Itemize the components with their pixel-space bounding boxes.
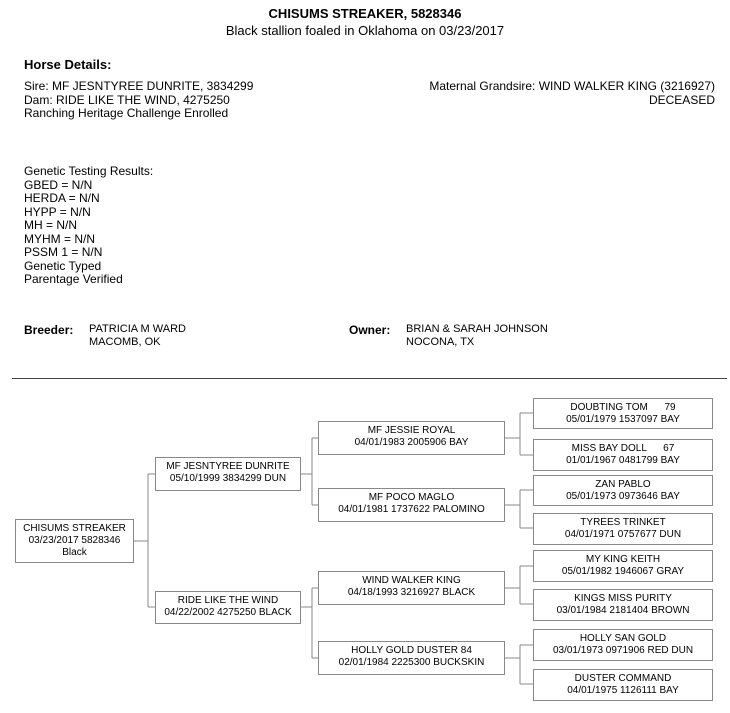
dsd-info: 03/01/1984 2181404 BROWN bbox=[556, 605, 690, 616]
sdd-name: TYREES TRINKET bbox=[580, 517, 666, 528]
subject-name: CHISUMS STREAKER bbox=[23, 523, 126, 534]
ss-info: 04/01/1983 2005906 BAY bbox=[354, 437, 469, 448]
pedigree-dam bbox=[155, 591, 301, 624]
sire-name: MF JESNTYREE DUNRITE bbox=[166, 461, 290, 472]
pedigree-sire bbox=[155, 457, 301, 491]
program-line: Ranching Heritage Challenge Enrolled bbox=[24, 106, 229, 120]
pedigree-ancestor bbox=[533, 513, 713, 545]
ddd-info: 04/01/1975 1126111 BAY bbox=[567, 685, 679, 696]
genetic-result: PSSM 1 = N/N bbox=[24, 245, 103, 259]
dds-info: 03/01/1973 0971906 RED DUN bbox=[552, 645, 694, 656]
pedigree-dam-sire bbox=[318, 571, 505, 605]
sds-info: 05/01/1973 0973646 BAY bbox=[566, 491, 680, 502]
horse-details-heading: Horse Details: bbox=[24, 57, 112, 72]
dd-info: 02/01/1984 2225300 BUCKSKIN bbox=[338, 657, 485, 668]
pedigree-subject bbox=[15, 519, 134, 563]
genetics-heading: Genetic Testing Results: bbox=[24, 164, 154, 178]
owner-name: BRIAN & SARAH JOHNSON bbox=[406, 323, 548, 335]
dsd-name: KINGS MISS PURITY bbox=[574, 593, 672, 604]
subject-color: Black bbox=[62, 547, 87, 558]
subject-info: 03/23/2017 5828346 bbox=[28, 535, 121, 546]
horse-subtitle: Black stallion foaled in Oklahoma on 03/23/2017 bbox=[225, 23, 505, 38]
sire-line: Sire: MF JESNTYREE DUNRITE, 3834299 bbox=[24, 79, 254, 93]
pedigree-ancestor bbox=[533, 589, 713, 621]
dam-name: RIDE LIKE THE WIND bbox=[177, 595, 279, 606]
pedigree-sire-dam bbox=[318, 488, 505, 522]
pedigree-ancestor bbox=[533, 629, 713, 661]
genetic-result: GBED = N/N bbox=[24, 177, 93, 192]
ddd-name: DUSTER COMMAND bbox=[574, 673, 672, 684]
owner-location: NOCONA, TX bbox=[406, 336, 475, 348]
sss-name: DOUBTING TOM 79 bbox=[570, 402, 676, 413]
dam-info: 04/22/2002 4275250 BLACK bbox=[164, 607, 292, 618]
parentage-verified: Parentage Verified bbox=[24, 272, 123, 286]
pedigree-sire-sire bbox=[318, 421, 505, 455]
sire-info: 05/10/1999 3834299 DUN bbox=[169, 473, 287, 484]
breeder-name: PATRICIA M WARD bbox=[89, 323, 186, 335]
dd-name: HOLLY GOLD DUSTER 84 bbox=[351, 645, 472, 656]
breeder-label: Breeder: bbox=[24, 323, 74, 337]
sss-info: 05/01/1979 1537097 BAY bbox=[566, 414, 680, 425]
pedigree-ancestor bbox=[533, 439, 713, 471]
dss-name: MY KING KEITH bbox=[585, 554, 661, 565]
ds-name: WIND WALKER KING bbox=[362, 575, 461, 586]
sd-name: MF POCO MAGLO bbox=[368, 492, 455, 503]
genetic-result: MYHM = N/N bbox=[24, 231, 96, 246]
pedigree-ancestor bbox=[533, 475, 713, 506]
dds-name: HOLLY SAN GOLD bbox=[579, 633, 667, 644]
sds-name: ZAN PABLO bbox=[595, 479, 651, 490]
genetic-result: HERDA = N/N bbox=[24, 191, 100, 205]
genetic-result: HYPP = N/N bbox=[24, 204, 91, 219]
dam-line: Dam: RIDE LIKE THE WIND, 4275250 bbox=[24, 92, 230, 107]
pedigree-ancestor bbox=[533, 669, 713, 701]
sdd-info: 04/01/1971 0757677 DUN bbox=[564, 529, 682, 540]
pedigree-dam-dam bbox=[318, 641, 505, 675]
horse-title: CHISUMS STREAKER, 5828346 bbox=[268, 6, 462, 21]
mgs-status: DECEASED bbox=[648, 92, 715, 107]
ss-name: MF JESSIE ROYAL bbox=[367, 425, 456, 436]
ds-info: 04/18/1993 3216927 BLACK bbox=[347, 587, 476, 598]
ssd-info: 01/01/1967 0481799 BAY bbox=[566, 455, 680, 466]
dss-info: 05/01/1982 1946067 GRAY bbox=[561, 566, 685, 577]
maternal-grandsire-line: Maternal Grandsire: WIND WALKER KING (3216927) bbox=[429, 79, 715, 93]
sd-info: 04/01/1981 1737622 PALOMINO bbox=[338, 504, 485, 515]
genetic-result: MH = N/N bbox=[24, 218, 78, 232]
breeder-location: MACOMB, OK bbox=[89, 336, 161, 348]
pedigree-ancestor bbox=[533, 550, 713, 582]
owner-label: Owner: bbox=[349, 323, 391, 337]
pedigree-ancestor bbox=[533, 398, 713, 429]
ssd-name: MISS BAY DOLL 67 bbox=[571, 443, 675, 454]
genetic-typed: Genetic Typed bbox=[24, 258, 102, 273]
